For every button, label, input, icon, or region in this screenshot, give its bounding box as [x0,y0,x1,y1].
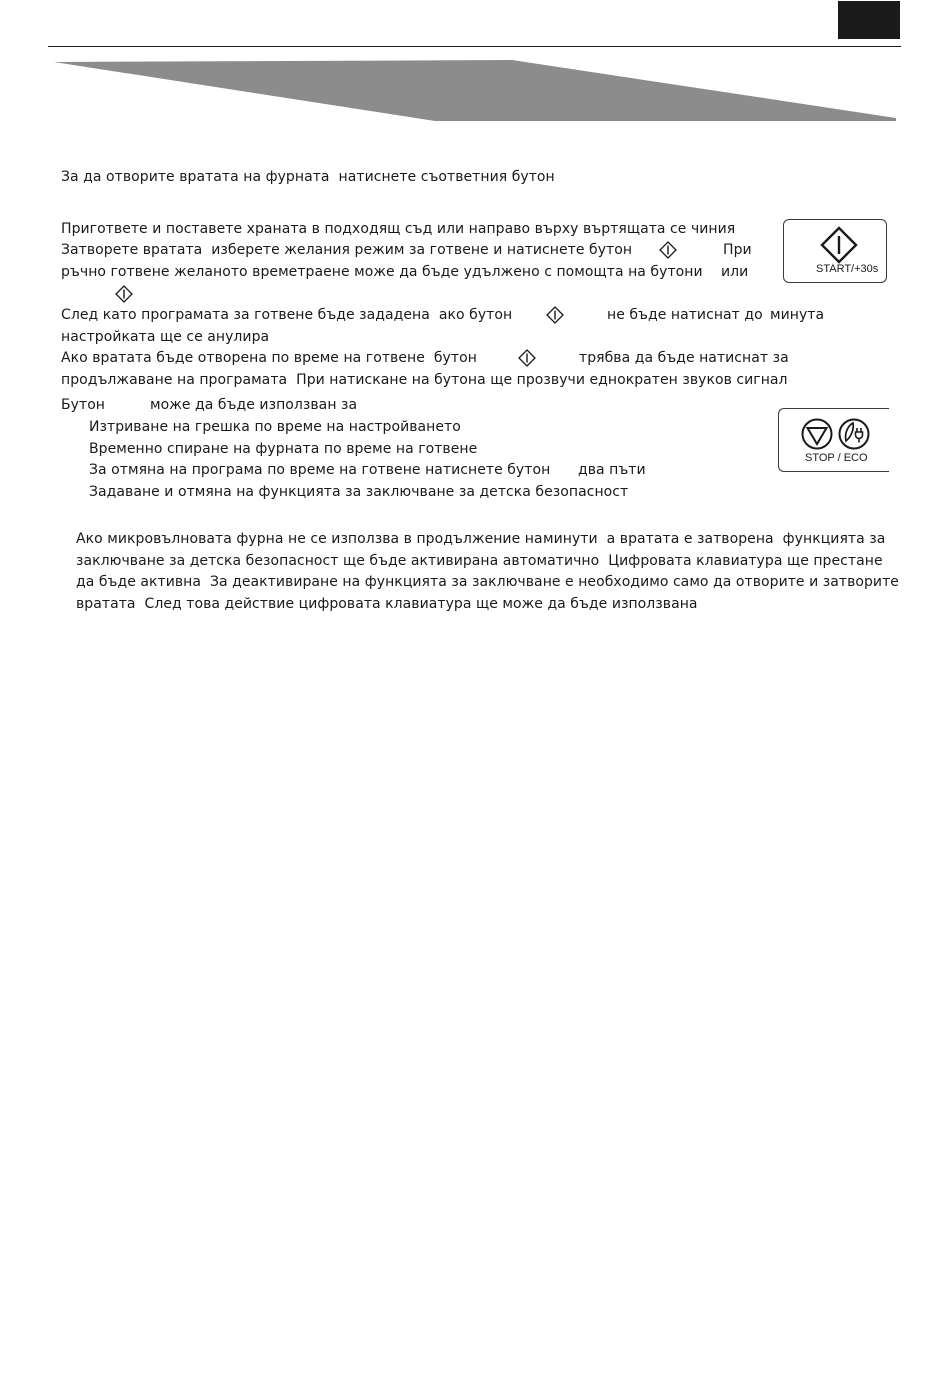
body-line: два пъти [578,462,646,478]
body-line: настройката ще се анулира [61,329,270,345]
start-button-illustration [783,219,887,283]
body-line: ръчно готвене желаното времетраене може да бъде удължено с помощта на бутони [61,264,703,280]
body-line: Затворете вратата изберете желания режим за готвене и натиснете бутон [61,242,633,258]
stop-eco-label: STOP / ECO [805,452,868,464]
note-line: заключване за детска безопасност ще бъде активирана автоматично Цифровата клавиатура ще престане [76,553,883,569]
body-line: или [721,264,749,280]
body-line: След като програмата за готвене бъде зададена ако бутон [61,307,513,323]
start-icon [518,349,536,367]
start-icon [115,285,133,303]
header-rule [48,46,901,47]
start-label: START/+30s [816,263,879,275]
body-line: минута [770,307,825,323]
list-item: Временно спиране на фурната по време на готвене [89,441,478,457]
body-line: За да отворите вратата на фурната натиснете съответния бутон [61,169,555,185]
list-item: За отмяна на програма по време на готвене натиснете бутон [89,462,551,478]
body-line: може да бъде използван за [150,397,358,413]
eco-icon [837,418,871,450]
note-line: Ако микровълновата фурна не се използва в продължение на [76,531,543,547]
body-line: трябва да бъде натиснат за [579,350,789,366]
body-line: не бъде натиснат до [607,307,763,323]
section-banner [54,60,896,122]
body-line: Ако вратата бъде отворена по време на готвене бутон [61,350,477,366]
stop-eco-button-illustration [778,408,889,472]
note-line: да бъде активна За деактивиране на функцията за заключване е необходимо само да отворите и затворите [76,574,899,590]
body-line: Пригответе и поставете храната в подходящ съд или направо върху въртящата се чиния [61,221,736,237]
note-line: минути а вратата е затворена функцията за [543,531,886,547]
body-line: При [723,242,752,258]
list-item: Задаване и отмяна на функцията за заключване за детска безопасност [89,484,629,500]
page-corner-tab [838,1,900,39]
start-icon [659,241,677,259]
body-line: продължаване на програмата При натискане на бутона ще прозвучи еднократен звуков сигнал [61,372,788,388]
start-icon [546,306,564,324]
start-icon [820,226,858,264]
note-line: вратата След това действие цифровата клавиатура ще може да бъде използвана [76,596,698,612]
body-line: Бутон [61,397,106,413]
list-item: Изтриване на грешка по време на настройването [89,419,461,435]
stop-icon [800,418,834,450]
